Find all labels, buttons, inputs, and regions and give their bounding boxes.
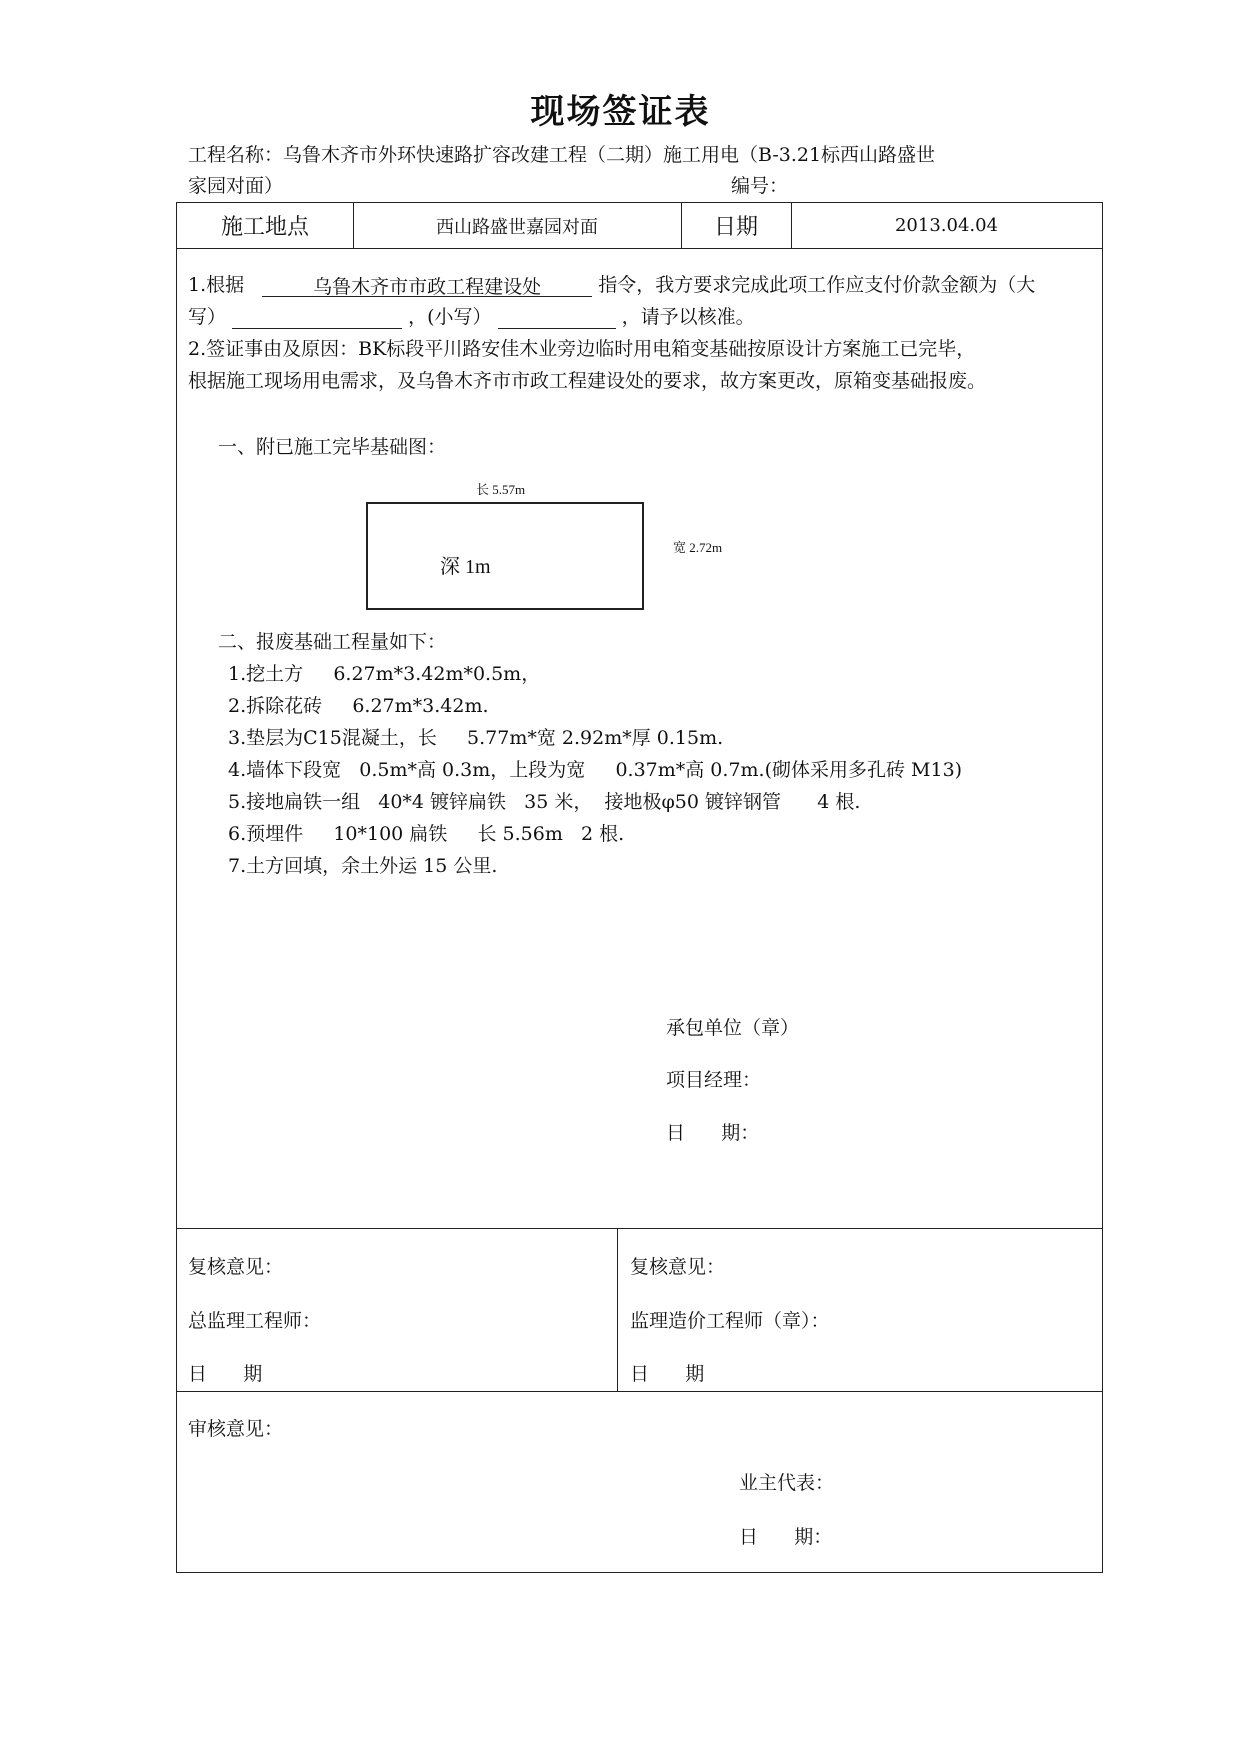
amount-upper-blank	[232, 304, 402, 329]
quantity-item-6: 6.预埋件 10*100 扁铁 长 5.56m 2 根.	[228, 823, 625, 845]
location-label: 施工地点	[220, 215, 309, 240]
chief-supervisor-label: 总监理工程师：	[188, 1310, 322, 1332]
review-left-opinion: 复核意见：	[188, 1256, 284, 1278]
paragraph-1-line1	[188, 270, 1035, 297]
review-right-opinion: 复核意见：	[630, 1256, 726, 1278]
project-name	[188, 140, 1068, 202]
diagram-width-label: 宽 2.72m	[673, 540, 723, 555]
section-2-heading: 二、报废基础工程量如下：	[218, 631, 447, 653]
section-1-heading: 一、附已施工完毕基础图：	[218, 436, 447, 458]
review-top-line	[177, 1228, 1102, 1229]
foundation-diagram-rect	[366, 502, 644, 610]
p1-prefix: 1.根据	[188, 274, 245, 296]
paragraph-2-line1: 2.签证事由及原因：BK标段平川路安佳木业旁边临时用电箱变基础按原设计方案施工已完毕，	[188, 338, 976, 360]
quantity-item-3: 3.垫层为C15混凝土，长 5.77m*宽 2.92m*厚 0.15m.	[228, 727, 724, 749]
quantity-item-1: 1.挖土方 6.27m*3.42m*0.5m，	[228, 663, 541, 685]
project-manager-label: 项目经理：	[666, 1069, 762, 1091]
paragraph-1-line2	[188, 302, 755, 329]
header-bottom-line	[177, 248, 1102, 249]
review-divider	[617, 1228, 618, 1391]
project-name-line2: 家园对面）	[188, 175, 284, 197]
location-value: 西山路盛世嘉园对面	[436, 216, 598, 238]
number-label: 编号：	[731, 175, 789, 197]
quantity-item-5: 5.接地扁铁一组 40*4 镀锌扁铁 35 米， 接地极φ50 镀锌钢管 4 根.	[228, 791, 861, 813]
contractor-label: 承包单位（章）	[666, 1017, 800, 1039]
p1-line2-a: 写）	[188, 306, 227, 328]
review-right-date: 日 期	[630, 1363, 705, 1385]
contractor-date-label: 日 期：	[666, 1122, 760, 1144]
diagram-length-label: 长 5.57m	[476, 482, 526, 497]
date-label: 日期	[713, 215, 758, 240]
quantity-item-4: 4.墙体下段宽 0.5m*高 0.3m，上段为宽 0.37m*高 0.7m.(砌体采用多孔砖 M13)	[228, 759, 963, 781]
p1-suffix: 指令，我方要求完成此项工作应支付价款金额为（大	[598, 274, 1036, 296]
audit-date-label: 日 期：	[739, 1526, 833, 1548]
quantity-item-2: 2.拆除花砖 6.27m*3.42m.	[228, 695, 489, 717]
review-left-date: 日 期	[188, 1363, 263, 1385]
project-name-line1: 工程名称：乌鲁木齐市外环快速路扩容改建工程（二期）施工用电（B-3.21标西山路盛世	[188, 144, 936, 166]
p1-line2-c: ，请予以核准。	[621, 306, 755, 328]
owner-representative-label: 业主代表：	[739, 1472, 835, 1494]
audit-top-line	[177, 1391, 1102, 1392]
p1-org: 乌鲁木齐市市政工程建设处	[262, 272, 592, 297]
paragraph-2-line2: 根据施工现场用电需求，及乌鲁木齐市市政工程建设处的要求，故方案更改，原箱变基础报废。	[188, 370, 987, 392]
cost-engineer-label: 监理造价工程师（章）：	[630, 1310, 830, 1332]
diagram-depth-label: 深 1m	[440, 556, 491, 578]
quantity-item-7: 7.土方回填，余土外运 15 公里.	[228, 855, 498, 877]
amount-lower-blank	[498, 304, 616, 329]
page-title: 现场签证表	[530, 92, 711, 132]
audit-opinion: 审核意见：	[188, 1418, 284, 1440]
p1-line2-b: ，(小写）	[408, 306, 492, 328]
date-value: 2013.04.04	[894, 215, 999, 236]
